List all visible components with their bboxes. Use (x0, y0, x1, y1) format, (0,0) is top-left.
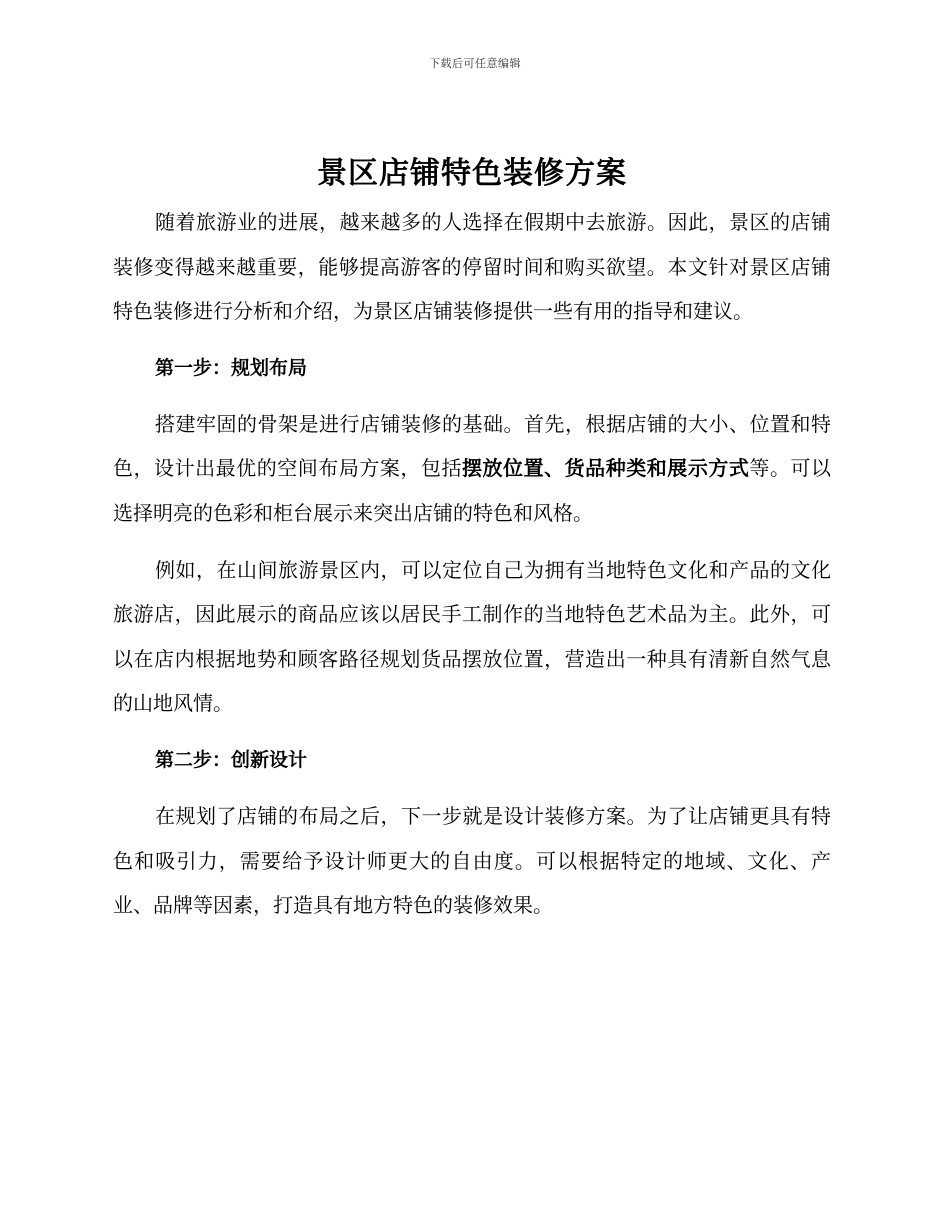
section1-paragraph-1-text-a: 搭建牢固的骨架是进行店铺装修的基础。首先，根据店铺的大小、位置和特色，设计出最优的空间布局方案，包括 (113, 411, 831, 481)
section1-heading: 第一步：规划布局 (155, 356, 308, 379)
spacer (113, 536, 831, 548)
spacer (113, 782, 831, 794)
spacer (113, 334, 831, 346)
document-body (113, 148, 831, 928)
section1-paragraph-1-text-b: 等。可以选择明亮的色彩和柜台展示来突出店铺的特色和风格。 (113, 456, 832, 525)
section1-paragraph-1 (113, 402, 831, 536)
section1-paragraph-2: 例如，在山间旅游景区内，可以定位自己为拥有当地特色文化和产品的文化旅游店，因此展示的商品应该以居民手工制作的当地特色艺术品为主。此外，可以在店内根据地势和顾客路径规划货品摆放位置，营造出一种具有清新自然气息的山地风情。 (113, 557, 831, 716)
intro-paragraph: 随着旅游业的进展，越来越多的人选择在假期中去旅游。因此，景区的店铺装修变得越来越重要，能够提高游客的停留时间和购买欲望。本文针对景区店铺特色装修进行分析和介绍，为景区店铺装修提供一些有用的指导和建议。 (113, 210, 831, 324)
header-note: 下载后可任意编辑 (429, 57, 521, 70)
section2-paragraph-1: 在规划了店铺的布局之后，下一步就是设计装修方案。为了让店铺更具有特色和吸引力，需要给予设计师更大的自由度。可以根据特定的地域、文化、产业、品牌等因素，打造具有地方特色的装修效果。 (113, 803, 831, 918)
spacer (113, 390, 831, 402)
spacer (113, 726, 831, 738)
section1-paragraph-1-bold: 摆放位置、货品种类和展示方式 (462, 456, 750, 481)
document-title: 景区店铺特色装修方案 (317, 156, 627, 191)
section2-heading: 第二步：创新设计 (155, 748, 308, 771)
